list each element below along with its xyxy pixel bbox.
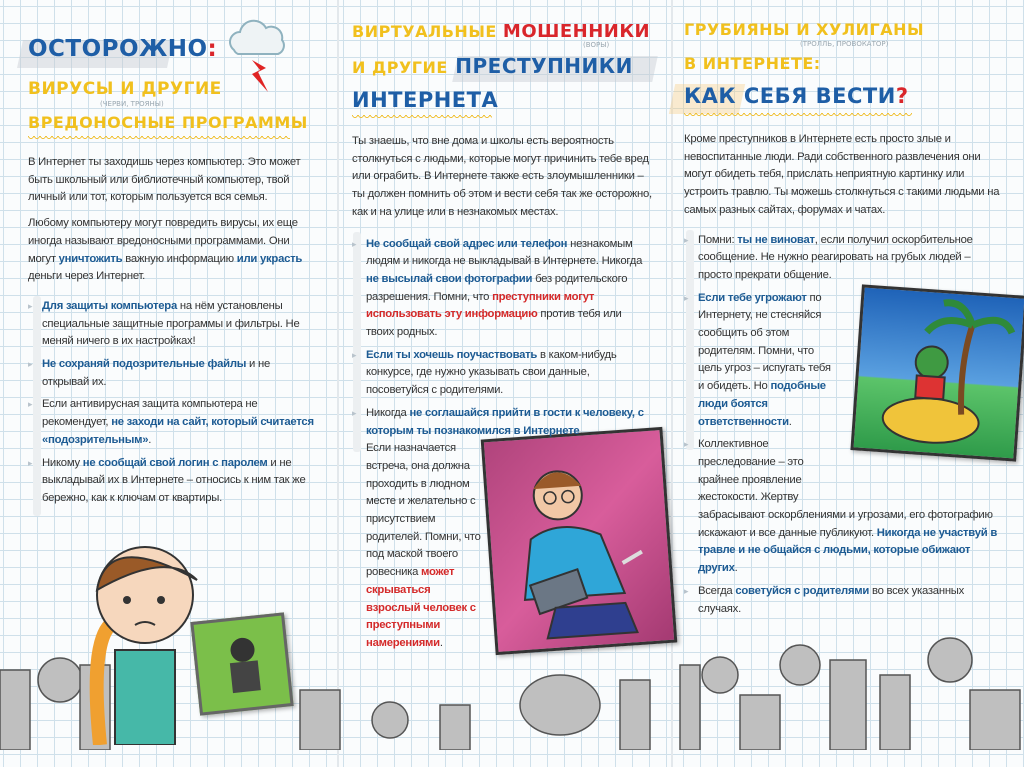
heading-aside: (ЧЕРВИ, ТРОЯНЫ) xyxy=(100,100,164,108)
col2-body xyxy=(352,133,657,653)
heading-malware: ВРЕДОНОСНЫЕ ПРОГРАММЫ xyxy=(28,113,308,132)
heading-aside: (ТРОЛЛЬ, ПРОВОКАТОР) xyxy=(800,40,889,48)
bullet-item xyxy=(352,405,652,440)
emphasis-text: Если ты хочешь поучаствовать xyxy=(366,348,538,361)
emphasis-text: не сообщай свой логин с паролем xyxy=(82,456,268,469)
body-text: . xyxy=(148,433,152,446)
col3-body xyxy=(684,131,1000,623)
body-text: и не открывай их. xyxy=(42,358,271,388)
body-text: Всегда xyxy=(698,584,736,597)
emphasis-text: может скрываться взрослый человек с преступными намерениями xyxy=(366,566,476,649)
emphasis-text: Для защиты компьютера xyxy=(42,299,177,312)
emphasis-text: подобные люди боятся ответственности xyxy=(698,380,826,428)
heading-aside: (ВОРЫ) xyxy=(583,41,610,49)
bullet-item xyxy=(352,236,652,342)
body-text: против тебя или твоих родных. xyxy=(366,308,622,339)
body-text: Ты знаешь, что вне дома и школы есть вероятность столкнуться с людьми, которые могут причинить тебе вред или ограбить. В Интернете также есть злоумышленники – ты должен помнить об этом и вести себя так же осторожно, как и на улице или в незнакомых местах. xyxy=(352,135,652,218)
body-text: по Интернету, не стесняйся сообщить об этом родителям. Помни, что цель угроз – испугать тебя и обидеть. Но xyxy=(698,291,831,393)
bullet-item xyxy=(28,396,314,449)
heading-internet: ИНТЕРНЕТА xyxy=(352,88,499,112)
illustration-child xyxy=(85,530,205,745)
heading-criminals: И ДРУГИЕ ПРЕСТУПНИКИ xyxy=(352,54,633,78)
bullet-item xyxy=(684,436,834,507)
emphasis-text: Не сообщай свой адрес или телефон xyxy=(366,237,568,250)
heading-in-internet: В ИНТЕРНЕТЕ: xyxy=(684,54,821,73)
wavy-underline xyxy=(28,136,290,142)
emphasis-text: не высылай свои фотографии xyxy=(366,272,533,285)
heading-virtual-fraudsters: ВИРТУАЛЬНЫЕ МОШЕННИКИ xyxy=(352,21,651,42)
cloud-lightning-icon xyxy=(222,16,288,96)
body-text: незнакомым людям и никогда не выкладывай в Интернете. Никогда xyxy=(366,237,643,268)
emphasis-text: уничтожить xyxy=(58,252,123,265)
body-text: Если антивирусная защита компьютера не рекомендует, xyxy=(42,398,258,429)
body-text: на нём установлены специальные защитные программы и фильтры. Не меняй ничего в их настройках! xyxy=(42,299,300,348)
paragraph xyxy=(28,154,314,207)
paragraph xyxy=(684,131,1000,220)
wavy-underline xyxy=(684,113,912,119)
bullet-item xyxy=(28,356,314,391)
paragraph xyxy=(352,133,657,222)
body-text: . xyxy=(579,424,583,437)
body-text: , если получил оскорбительное сообщение. Не нужно реагировать на грубых людей – просто прекрати общение. xyxy=(698,233,973,281)
bullet-item xyxy=(352,347,652,400)
wavy-underline xyxy=(352,115,492,121)
body-text: Кроме преступников в Интернете есть просто злые и невоспитанные люди. Ради собственного развлечения они могут обидеть тебя, прислать неприятную картинку или устроить травлю. Ты можешь столкнуться с такими людьми на самых разных сайтах, форумах и чатах. xyxy=(684,133,1000,216)
body-text: . xyxy=(734,562,738,575)
body-text: . xyxy=(439,636,443,649)
body-text: Если назначается встреча, она должна проходить в людном месте и желательно с присутствием родителей. Помни, что под маской твоего ровесника xyxy=(366,442,481,579)
heading-trolls: ГРУБИЯНЫ И ХУЛИГАНЫ xyxy=(684,20,925,39)
bullet-item xyxy=(684,232,1000,285)
body-text: деньги через Интернет. xyxy=(28,270,146,283)
paragraph xyxy=(28,215,314,286)
body-text: во всех указанных случаях. xyxy=(698,584,965,615)
emphasis-text: ты не виноват xyxy=(737,233,815,246)
emphasis-text: или украсть xyxy=(236,252,303,265)
emphasis-text: преступники могут использовать эту информацию xyxy=(366,290,595,321)
bullet-item xyxy=(28,455,314,508)
heading-how-to-behave: КАК СЕБЯ ВЕСТИ? xyxy=(684,84,909,108)
body-text: Коллективное преследование – это крайнее проявление жестокости. Жертву xyxy=(698,438,804,504)
emphasis-text: не соглашайся прийти в гости к человеку, с которым ты познакомился в Интернете xyxy=(366,406,644,437)
emphasis-text: Никогда не участвуй в травле и не общайся с людьми, которые обижают других xyxy=(698,526,998,575)
body-text: Помни: xyxy=(698,233,738,246)
body-text: В Интернет ты заходишь через компьютер. Это может быть школьный или библиотечный компьютер, твой личный или тот, которым пользуется вся семья. xyxy=(28,156,301,204)
bullet-item xyxy=(28,298,314,351)
body-text: забрасывают оскорблениями и угрозами, его фотографию искажают и все данные публикуют. xyxy=(698,509,993,539)
body-text: в каком-нибудь конкурсе, где нужно указывать свои данные, посоветуйся с родителями. xyxy=(366,348,617,397)
body-text: Любому компьютеру могут повредить вирусы, их еще иногда называют вредоносными программами. Они могут xyxy=(28,217,298,265)
emphasis-text: не заходи на сайт, который считается «подозрительным» xyxy=(42,416,314,446)
bullet-item xyxy=(684,290,834,432)
body-text: . xyxy=(788,415,792,428)
body-text: и не выкладывай их в Интернете – относись к ним так же бережно, как к ключам от квартиры. xyxy=(42,456,306,504)
body-text: важную информацию xyxy=(122,252,237,265)
illustration-thief-picture xyxy=(190,612,293,715)
body-text: Никогда xyxy=(366,406,410,419)
emphasis-text: советуйся с родителями xyxy=(735,584,870,597)
heading-caution: ОСТОРОЖНО: xyxy=(28,36,218,62)
body-text: без родительского разрешения. Помни, что xyxy=(366,272,628,303)
bullet-item xyxy=(684,583,1000,618)
emphasis-text: Если тебе угрожают xyxy=(698,291,807,304)
heading-viruses: ВИРУСЫ И ДРУГИЕ xyxy=(28,79,222,99)
col1-body xyxy=(28,154,314,513)
body-text: Никому xyxy=(42,456,83,469)
emphasis-text: Не сохраняй подозрительные файлы xyxy=(42,358,247,371)
